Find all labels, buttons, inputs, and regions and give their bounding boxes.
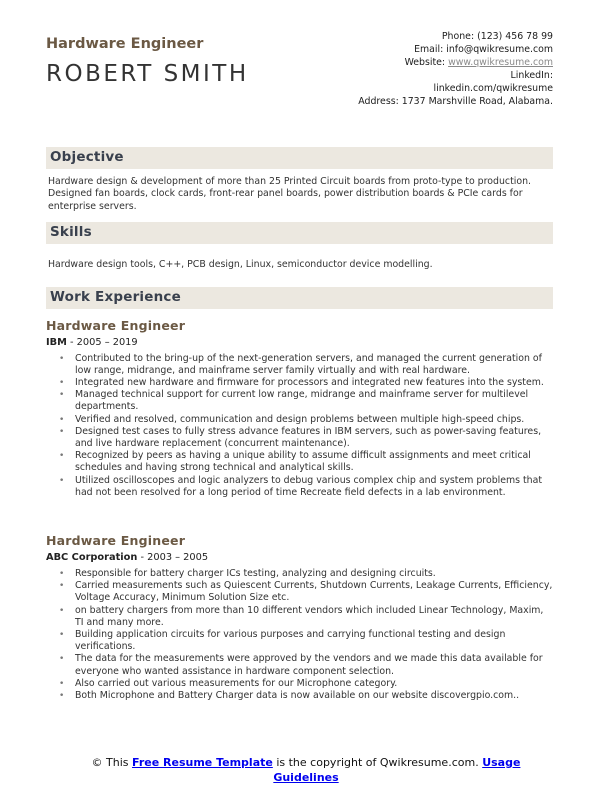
skills-text: Hardware design tools, C++, PCB design, Linux, semiconductor device modelling. [48, 259, 433, 271]
contact-line [351, 30, 553, 43]
bullet-item: • Contributed to the bring-up of the next-generation servers, and managed the current generation of low range, midrange, and mainframe server family virtually and with real hardware. [58, 353, 553, 377]
jobs-list [46, 318, 553, 703]
bullet-item: • Responsible for battery charger ICs testing, analyzing and designing circuits. [58, 568, 553, 580]
bullet-item: • Both Microphone and Battery Charger data is now available on our website discovergpio.com.. [58, 690, 553, 702]
job-bullets [58, 353, 553, 499]
usage-guidelines-link[interactable]: Usage Guidelines [273, 756, 521, 784]
bullet-item: • Utilized oscilloscopes and logic analyzers to debug various complex chip and system problems that had not been resolved for a long period of time Recreate field defects in a lab environment. [58, 475, 553, 499]
contact-value: linkedin.com/qwikresume [433, 83, 553, 94]
objective-text: Hardware design & development of more than 25 Printed Circuit boards from proto-type to production. Designed fan boards, clock cards, front-rear panel boards, power distribution boards & PCIe cards for enterprise servers. [48, 176, 532, 212]
contact-value: (123) 456 78 99 [477, 31, 553, 42]
contact-label: LinkedIn: [510, 70, 553, 81]
bullet-item: • on battery chargers from more than 10 different vendors which included Linear Technology, Maxim, TI and many more. [58, 605, 553, 629]
job-bullets [58, 568, 553, 702]
job-company-line [46, 552, 553, 563]
bullet-item: • The data for the measurements were approved by the vendors and we made this data available for everyone who wanted assistance in hardware component selection. [58, 653, 553, 677]
bullet-item: • Also carried out various measurements for our Microphone category. [58, 678, 553, 690]
contact-line [351, 69, 553, 95]
job-entry [46, 318, 553, 499]
contact-label: Email: [414, 44, 444, 55]
bullet-item: • Verified and resolved, communication and design problems between multiple high-speed chips. [58, 414, 553, 426]
contact-value: info@qwikresume.com [446, 44, 553, 55]
bullet-item: • Recognized by peers as having a unique ability to assume difficult assignments and meet critical schedules and having strong technical and analytical skills. [58, 450, 553, 474]
bullet-item: • Carried measurements such as Quiescent Currents, Shutdown Currents, Leakage Currents, Efficiency, Voltage Accuracy, Minimum Solution Size etc. [58, 580, 553, 604]
contact-line [351, 56, 553, 69]
contact-label: Phone: [441, 31, 475, 42]
job-entry [46, 533, 553, 702]
footer-text [66, 755, 546, 785]
bullet-item: • Designed test cases to fully stress advance features in IBM servers, such as power-saving features, and live hardware replacement (concurrent maintenance). [58, 426, 553, 450]
free-resume-template-link[interactable]: Free Resume Template [132, 756, 273, 769]
contact-label: Website: [404, 57, 446, 68]
contact-label: Address: [358, 96, 399, 107]
contact-block [351, 30, 553, 108]
section-header-work-experience: Work Experience [46, 287, 553, 309]
job-dates: - 2003 – 2005 [140, 552, 209, 564]
bullet-item: • Building application circuits for various purposes and carrying functional testing and design verifications. [58, 629, 553, 653]
job-title: Hardware Engineer [46, 36, 204, 52]
contact-line [351, 43, 553, 56]
contact-value: 1737 Marshville Road, Alabama. [401, 96, 553, 107]
bullet-item: • Integrated new hardware and firmware for processors and integrated new features into the system. [58, 377, 553, 389]
section-header-objective: Objective [46, 147, 553, 169]
header-left [46, 30, 249, 87]
candidate-name: ROBERT SMITH [46, 61, 249, 87]
job-company: IBM [46, 336, 67, 348]
section-header-skills: Skills [46, 222, 553, 244]
job-company-line [46, 337, 553, 348]
contact-value[interactable]: www.qwikresume.com [448, 57, 553, 68]
job-role: Hardware Engineer [46, 533, 186, 549]
bullet-item: • Managed technical support for current low range, midrange and mainframe server for multilevel departments. [58, 389, 553, 413]
footer [0, 755, 612, 785]
header [46, 30, 553, 130]
footer-prefix: © This [91, 756, 133, 769]
contact-line [351, 95, 553, 108]
job-dates: - 2005 – 2019 [70, 336, 138, 348]
footer-middle: is the copyright of Qwikresume.com. [272, 756, 483, 769]
job-role: Hardware Engineer [46, 317, 186, 333]
job-company: ABC Corporation [46, 552, 138, 564]
